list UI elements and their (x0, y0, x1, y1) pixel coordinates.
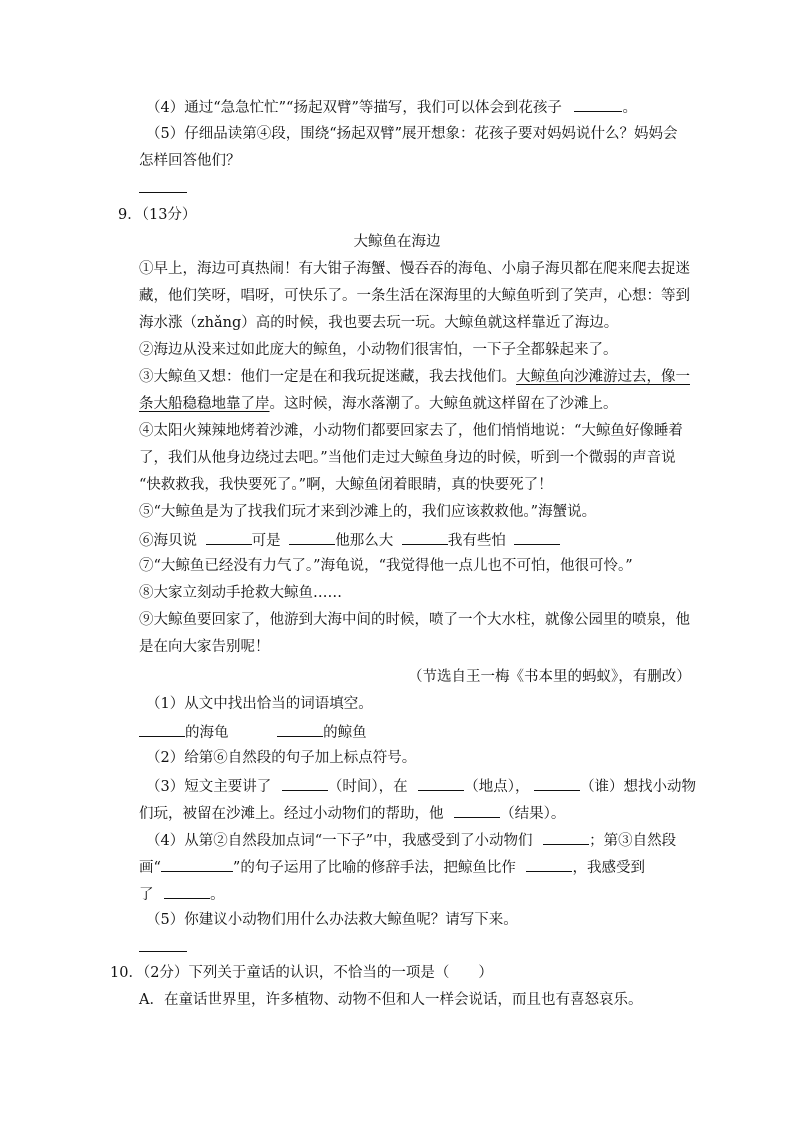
answer-blank[interactable] (454, 803, 500, 818)
para8: ⑧大家立刻动手抢救大鲸鱼…… (139, 585, 342, 601)
punctuation-blank[interactable] (514, 530, 560, 545)
q9-subq4-line3: 了 。 (139, 884, 225, 904)
answer-blank[interactable] (534, 776, 580, 791)
punctuation-blank[interactable] (289, 530, 335, 545)
q9-subq1-blanks: 的海龟 的鲸鱼 (139, 722, 367, 742)
para4-line3: “快救救我，我快要死了。”啊，大鲸鱼闭着眼睛，真的快要死了！ (139, 477, 553, 493)
underlined-sentence-end: 条大船稳稳地靠了岸 (139, 396, 270, 412)
para4-line2: 了，我们从他身边绕过去吧。”当他们走过大鲸鱼身边的时候，听到一个微弱的声音说 (139, 450, 676, 466)
answer-blank[interactable] (277, 722, 323, 737)
q9-subq3-line2: 们玩，被留在沙滩上。经过小动物们的帮助，他 （结果）。 (139, 803, 565, 823)
q9-subq5-answer-line[interactable] (139, 937, 187, 957)
q10-option-a[interactable]: A．在童话世界里，许多植物、动物不但和人一样会说话，而且也有喜怒哀乐。 (139, 992, 643, 1008)
passage-source: （节选自王一梅《书本里的蚂蚁》，有删改） (408, 669, 691, 685)
para1-line3: 海水涨（zhǎng）高的时候，我也要去玩一玩。大鲸鱼就这样靠近了海边。 (139, 315, 619, 331)
para1-line2: 藏，他们笑呀，唱呀，可快乐了。一条生活在深海里的大鲸鱼听到了笑声，心想：等到 (139, 288, 690, 304)
answer-blank[interactable] (543, 830, 589, 845)
para2: ②海边从没来过如此庞大的鲸鱼，小动物们很害怕，一下子全都躲起来了。 (139, 342, 618, 358)
q9-subq5: （5）你建议小动物们用什么办法救大鲸鱼呢？请写下来。 (146, 912, 518, 928)
q9-subq3-line1: （3）短文主要讲了 （时间），在 （地点）， （谁）想找小动物 (146, 776, 696, 796)
answer-blank[interactable] (418, 776, 464, 791)
para9-line1: ⑨大鲸鱼要回家了，他游到大海中间的时候，喷了一个大水柱，就像公园里的喷泉，他 (139, 612, 690, 628)
para6: ⑥海贝说 可是 他那么大 我有些怕 (139, 530, 560, 550)
punctuation-blank[interactable] (206, 530, 252, 545)
answer-blank[interactable] (139, 722, 185, 737)
answer-blank[interactable] (161, 857, 233, 872)
q10-stem: 10．（2分）下列关于童话的认识，不恰当的一项是（ ） (110, 965, 493, 981)
q8-subq5-line1: （5）仔细品读第④段，围绕“扬起双臂”展开想象：花孩子要对妈妈说什么？妈妈会 (146, 126, 678, 142)
answer-blank[interactable] (164, 884, 210, 899)
q9-subq4-line1: （4）从第②自然段加点词“一下子”中，我感受到了小动物们 ；第③自然段 (146, 830, 676, 850)
q8-subq5-line2: 怎样回答他们？ (139, 153, 241, 169)
para9-line2: 是在向大家告别呢！ (139, 639, 270, 655)
para3-line1: ③大鲸鱼又想：他们一定是在和我玩捉迷藏，我去找他们。大鲸鱼向沙滩游过去，像一 (139, 369, 690, 385)
q9-number: 9．（13分） (118, 207, 197, 223)
q8-subq4: （4）通过“急急忙忙”“扬起双臂”等描写，我们可以体会到花孩子 。 (146, 97, 637, 117)
punctuation-blank[interactable] (402, 530, 448, 545)
para5: ⑤“大鲸鱼是为了找我们玩才来到沙滩上的，我们应该救救他。”海蟹说。 (139, 504, 597, 520)
underlined-sentence: 大鲸鱼向沙滩游过去，像一 (516, 369, 690, 385)
q8-subq5-answer-line[interactable] (139, 178, 187, 198)
q8-subq4-text: （4）通过“急急忙忙”“扬起双臂”等描写，我们可以体会到花孩子 (146, 100, 562, 116)
answer-blank[interactable] (282, 776, 328, 791)
passage-title: 大鲸鱼在海边 (353, 234, 441, 250)
q9-subq2: （2）给第⑥自然段的句子加上标点符号。 (146, 750, 417, 766)
q9-subq1: （1）从文中找出恰当的词语填空。 (146, 696, 373, 712)
para4-line1: ④太阳火辣辣地烤着沙滩，小动物们都要回家去了，他们悄悄地说：“大鲸鱼好像睡着 (139, 423, 683, 439)
para3-line2: 条大船稳稳地靠了岸。这时候，海水落潮了。大鲸鱼就这样留在了沙滩上。 (139, 396, 618, 412)
para7: ⑦“大鲸鱼已经没有力气了。”海龟说，“我觉得他一点儿也不可怕，他很可怜。” (139, 558, 633, 574)
q9-subq4-line2: 画“ ”的句子运用了比喻的修辞手法，把鲸鱼比作 ，我感受到 (139, 857, 645, 877)
para1-line1: ①早上，海边可真热闹！有大钳子海蟹、慢吞吞的海龟、小扇子海贝都在爬来爬去捉迷 (139, 261, 690, 277)
answer-blank[interactable] (526, 857, 572, 872)
answer-blank[interactable] (574, 97, 622, 112)
